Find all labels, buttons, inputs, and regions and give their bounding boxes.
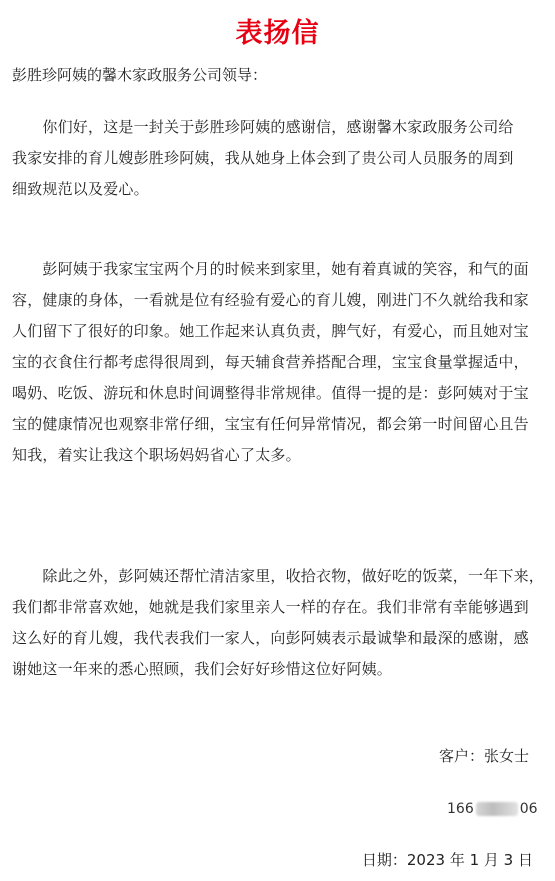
paragraph-line: 宝的健康情况也观察非常仔细，宝宝有任何异常情况，都会第一时间留心且告 <box>12 415 529 433</box>
paragraph-line: 谢她这一年来的悉心照顾，我们会好好珍惜这位好阿姨。 <box>12 660 393 678</box>
paragraph-line: 你们好，这是一封关于彭胜珍阿姨的感谢信，感谢馨木家政服务公司给 <box>12 118 514 136</box>
salutation: 彭胜珍阿姨的馨木家政服务公司领导： <box>12 66 268 84</box>
redacted-blur <box>476 802 518 816</box>
signature: 客户：张女士 <box>438 747 529 765</box>
paragraph-line: 容，健康的身体，一看就是位有经验有爱心的育儿嫂，刚进门不久就给我和家 <box>12 291 529 309</box>
paragraph-1 <box>12 112 546 205</box>
phone-suffix: 06 <box>519 801 538 817</box>
paragraph-line: 喝奶、吃饭、游玩和休息时间调整得非常规律。值得一提的是：彭阿姨对于宝 <box>12 384 529 402</box>
paragraph-line: 彭阿姨于我家宝宝两个月的时候来到家里，她有着真诚的笑容，和气的面 <box>12 260 529 278</box>
paragraph-line: 知我，着实让我这个职场妈妈省心了太多。 <box>12 446 301 464</box>
paragraph-line: 宝的衣食住行都考虑得很周到，每天辅食营养搭配合理，宝宝食量掌握适中， <box>12 353 529 371</box>
paragraph-line: 我们都非常喜欢她，她就是我们家里亲人一样的存在。我们非常有幸能够遇到 <box>12 598 529 616</box>
paragraph-line: 除此之外，彭阿姨还帮忙清洁家里，收拾衣物，做好吃的饭菜，一年下来， <box>12 567 545 585</box>
letter-title: 表扬信 <box>235 18 320 49</box>
paragraph-line: 我家安排的育儿嫂彭胜珍阿姨，我从她身上体会到了贵公司人员服务的周到 <box>12 149 514 167</box>
paragraph-2 <box>12 254 546 471</box>
paragraph-line: 细致规范以及爱心。 <box>12 180 149 198</box>
phone-number <box>447 798 538 820</box>
letter-date: 日期：2023 年 1 月 3 日 <box>361 851 533 869</box>
phone-prefix: 166 <box>447 801 474 817</box>
paragraph-line: 人们留下了很好的印象。她工作起来认真负责，脾气好，有爱心，而且她对宝 <box>12 322 529 340</box>
paragraph-3 <box>12 561 546 685</box>
paragraph-line: 这么好的育儿嫂，我代表我们一家人，向彭阿姨表示最诚挚和最深的感谢，感 <box>12 629 529 647</box>
